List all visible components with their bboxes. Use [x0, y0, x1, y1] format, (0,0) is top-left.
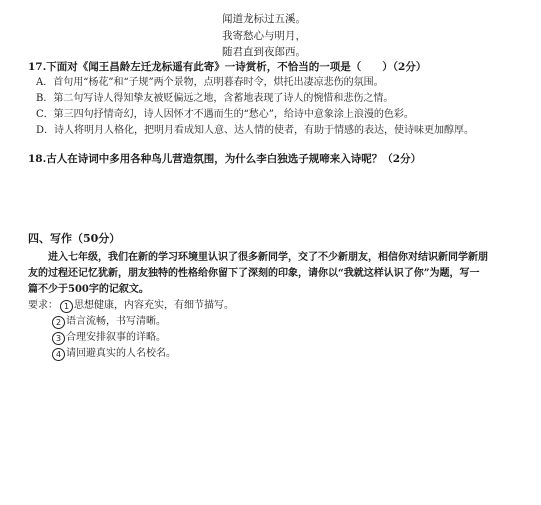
poem-line-2: 我寄愁心与明月， [222, 30, 306, 42]
poem-line-1: 闻道龙标过五溪。 [222, 13, 306, 25]
requirement-text-4: 请回避真实的人名校名。 [66, 348, 176, 359]
requirement-2 [52, 315, 166, 329]
requirement-text-2: 语言流畅，书写清晰。 [66, 316, 166, 327]
poem-line-3: 随君直到夜郎西。 [222, 46, 306, 58]
writing-heading: 四、写作（50分） [28, 232, 121, 245]
requirement-number-1: 1 [60, 300, 73, 313]
requirement-3 [52, 331, 166, 345]
question-17-option-b: B．第二句写诗人得知挚友被贬偏远之地，含蓄地表现了诗人的惋惜和悲伤之情。 [36, 93, 394, 104]
requirements-label: 要求： [28, 300, 58, 311]
requirement-text-1: 思想健康，内容充实，有细节描写。 [74, 300, 234, 311]
requirement-number-2: 2 [52, 316, 65, 329]
requirement-number-3: 3 [52, 332, 65, 345]
writing-prompt-line-2: 友的过程还记忆犹新，朋友独特的性格给你留下了深刻的印象，请你以“我就这样认识了你”为题，写一 [28, 268, 480, 279]
question-17-stem: 17.下面对《闻王昌龄左迁龙标遥有此寄》一诗赏析，不恰当的一项是（ ）（2分） [28, 61, 427, 73]
question-17-option-c: C．第三四句抒情奇幻，诗人因怀才不遇而生的“愁心”，给诗中意象涂上浪漫的色彩。 [36, 109, 414, 120]
writing-prompt-line-1: 进入七年级，我们在新的学习环境里认识了很多新同学，交了不少新朋友，相信你对结识新同学新朋 [48, 252, 488, 263]
writing-prompt-line-3: 篇不少于500字的记叙文。 [28, 284, 149, 295]
question-17-option-a: A．首句用“杨花”和“子规”两个景物，点明暮春时令，烘托出凄凉悲伤的氛围。 [36, 77, 384, 88]
question-18-stem: 18.古人在诗词中多用各种鸟儿营造氛围，为什么李白独选子规啼来入诗呢？（2分） [28, 153, 422, 165]
requirement-text-3: 合理安排叙事的详略。 [66, 332, 166, 343]
requirement-1 [60, 299, 234, 313]
requirement-number-4: 4 [52, 348, 65, 361]
question-17-option-d: D．诗人将明月人格化，把明月看成知人意、达人情的使者，有助于情感的表达，使诗味更加醇厚。 [36, 125, 475, 136]
requirement-4 [52, 347, 176, 361]
